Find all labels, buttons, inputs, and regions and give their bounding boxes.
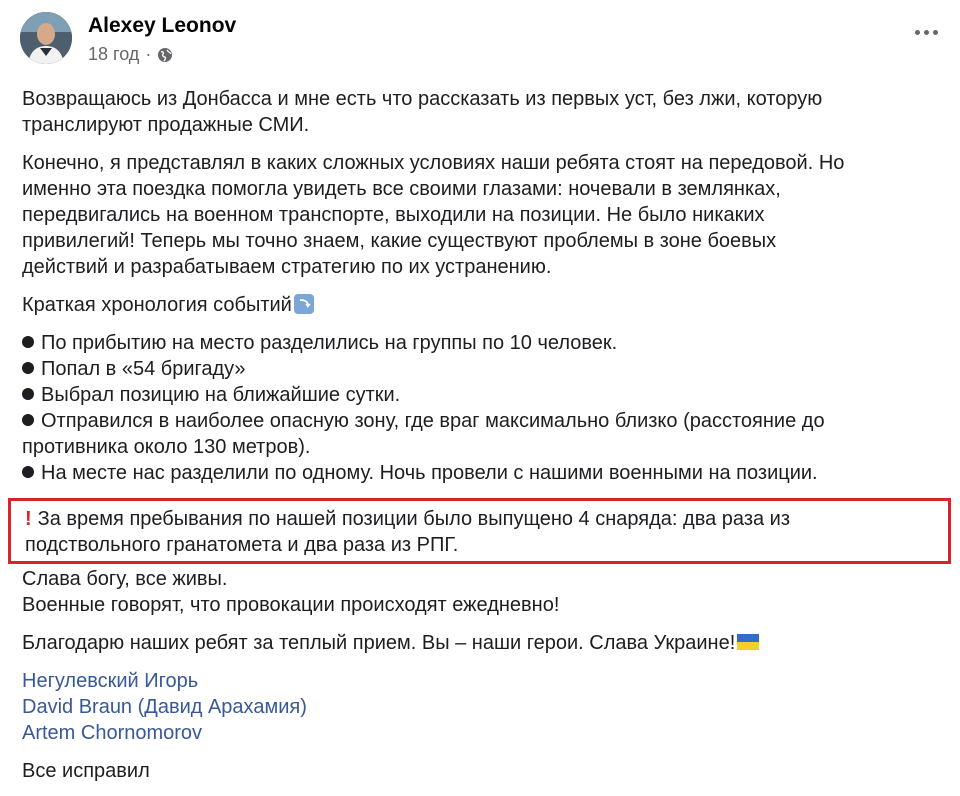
thanks-text: Благодарю наших ребят за теплый прием. Вы – наши герои. Слава Украине!	[22, 632, 736, 654]
text-line: передвигались на военном транспорте, выходили на позиции. Не было никаких	[22, 204, 765, 226]
list-item-text: Отправился в наиболее опасную зону, где враг максимально близко (расстояние до	[41, 410, 825, 432]
bullet-icon	[22, 388, 34, 400]
list-item-text: На месте нас разделили по одному. Ночь провели с нашими военными на позиции.	[41, 462, 818, 484]
list-item	[22, 408, 937, 434]
highlight-text: За время пребывания по нашей позиции было выпущено 4 снаряда: два раза из	[37, 508, 791, 530]
text-line: транслируют продажные СМИ.	[22, 114, 310, 136]
post-header	[20, 12, 236, 72]
text-line: Возвращаюсь из Донбасса и мне есть что рассказать из первых уст, без лжи, которую	[22, 88, 823, 110]
bullet-icon	[22, 362, 34, 374]
tag-link[interactable]: Artem Chornomorov	[22, 722, 203, 744]
text-line: подствольного гранатомета и два раза из РПГ.	[25, 534, 459, 556]
paragraph-main	[22, 150, 937, 280]
list-item-text: Попал в «54 бригаду»	[41, 358, 246, 380]
more-options-icon[interactable]	[915, 30, 938, 35]
text-line: Конечно, я представлял в каких сложных условиях наши ребята стоят на передовой. Но	[22, 152, 845, 174]
list-item-text: По прибытию на место разделились на группы по 10 человек.	[41, 332, 618, 354]
paragraph-intro	[22, 86, 937, 138]
list-item	[22, 330, 937, 356]
text-line	[25, 506, 934, 532]
list-item-continuation: противника около 130 метров).	[22, 436, 311, 458]
bullet-icon	[22, 466, 34, 478]
post-meta	[88, 13, 236, 65]
text-line: действий и разрабатываем стратегию по их устранению.	[22, 256, 552, 278]
closing-text: Все исправил	[22, 760, 150, 782]
bullet-icon	[22, 414, 34, 426]
post-time[interactable]: 18 год	[88, 44, 140, 64]
list-item	[22, 356, 937, 382]
avatar[interactable]	[20, 12, 72, 64]
tag-link[interactable]: Негулевский Игорь	[22, 670, 199, 692]
list-item	[22, 460, 937, 486]
highlighted-statement	[8, 498, 951, 564]
text-line: Военные говорят, что провокации происходят ежедневно!	[22, 594, 560, 616]
list-item-text: Выбрал позицию на ближайшие сутки.	[41, 384, 401, 406]
tagged-people	[22, 668, 937, 746]
text-line: Слава богу, все живы.	[22, 568, 228, 590]
text-line: именно эта поездка помогла увидеть все своими глазами: ночевали в землянках,	[22, 178, 781, 200]
paragraph-after	[22, 566, 937, 618]
bullet-icon	[22, 336, 34, 348]
text-line: привилегий! Теперь мы точно знаем, какие существуют проблемы в зоне боевых	[22, 230, 777, 252]
avatar-photo-icon	[20, 12, 72, 64]
chronology-title: Краткая хронология событий	[22, 294, 292, 316]
paragraph-thanks	[22, 630, 937, 656]
globe-icon[interactable]	[157, 46, 173, 62]
ukraine-flag-icon	[737, 634, 759, 650]
list-item	[22, 382, 937, 408]
author-name[interactable]: Alexey Leonov	[88, 14, 237, 37]
arrow-down-emoji-icon	[294, 294, 314, 314]
post-timestamp-row	[88, 43, 236, 65]
closing-line	[22, 758, 937, 784]
chronology-list	[22, 330, 937, 486]
exclamation-emoji-icon: !	[25, 508, 32, 530]
tag-link[interactable]: David Braun (Давид Арахамия)	[22, 696, 307, 718]
chronology-heading	[22, 292, 937, 318]
separator: ·	[145, 44, 152, 64]
post-body	[22, 86, 937, 796]
